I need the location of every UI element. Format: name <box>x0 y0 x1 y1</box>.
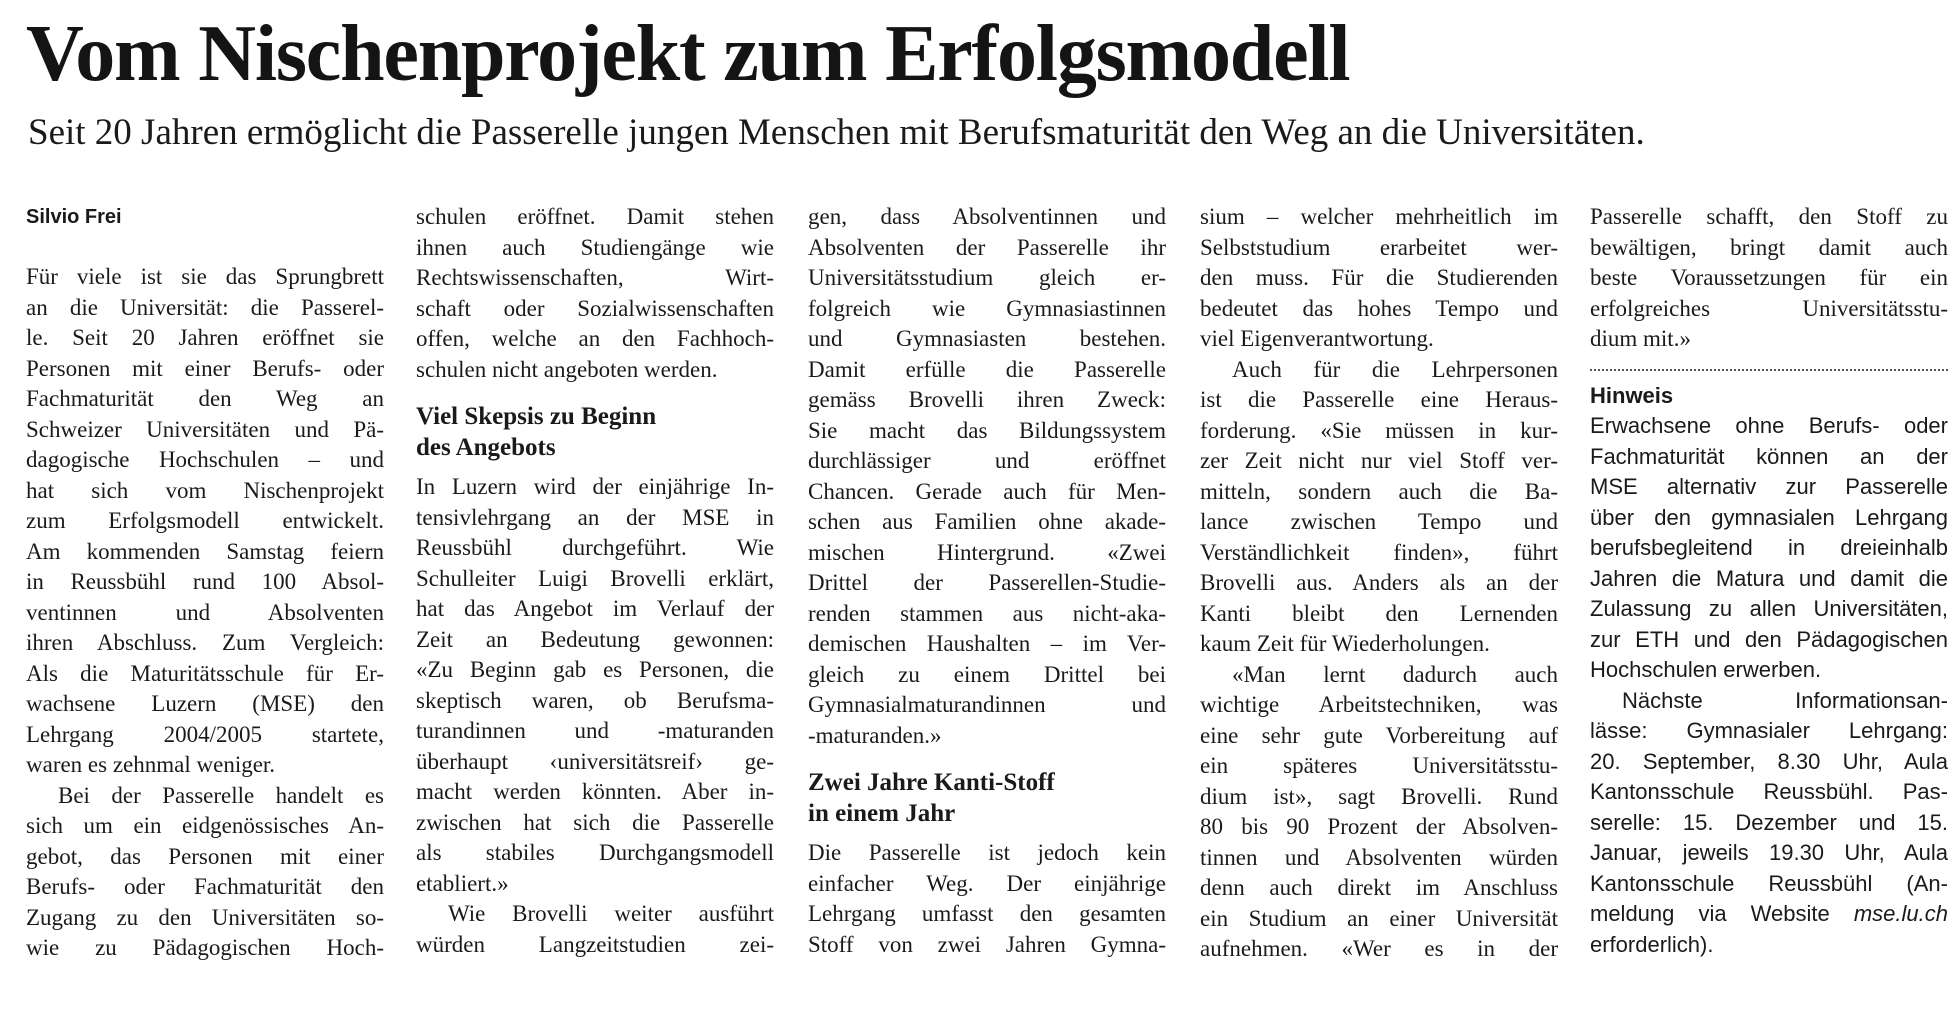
text-line: mischen Hintergrund. «Zwei <box>808 539 1166 565</box>
text-line: ihren Abschluss. Zum Vergleich: <box>26 630 384 655</box>
text-line: Gymnasialmaturandinnen und <box>808 692 1166 717</box>
text-line: zum Erfolgsmodell entwickelt. <box>26 508 384 533</box>
text-line: gemäss Brovelli ihren Zweck: <box>808 387 1166 412</box>
text-line: Lehrgang umfasst den gesamten <box>808 901 1166 926</box>
text-line: Lehrgang 2004/2005 startete, <box>26 721 384 747</box>
hinweis-heading: Hinweis <box>1590 382 1674 408</box>
text-line: MSE alternativ zur Passerelle <box>1590 474 1948 499</box>
text-line: folgreich wie Gymnasiastinnen <box>808 295 1166 321</box>
text-line: bewältigen, bringt damit auch <box>1590 234 1948 260</box>
text-line: ihnen auch Studiengänge wie <box>416 234 774 260</box>
text-line: Bei der Passerelle handelt es <box>58 782 384 808</box>
text-line: gen, dass Absolventinnen und <box>808 204 1166 229</box>
text-line: etabliert.» <box>416 870 509 896</box>
text-line: In Luzern wird der einjährige In- <box>416 474 774 499</box>
subheadline: Seit 20 Jahren ermöglicht die Passerelle jungen Menschen mit Berufsmaturität den Weg an die Universitäten. <box>28 112 1645 153</box>
text-line: Kanti bleibt den Lernenden <box>1200 600 1558 626</box>
author-byline: Silvio Frei <box>26 206 122 228</box>
paragraph-2 <box>26 781 384 964</box>
text-line: wachsene Luzern (MSE) den <box>26 691 384 716</box>
text-line: Zugang zu den Universitäten so- <box>26 904 384 930</box>
text-line: zwischen hat sich die Passerelle <box>416 809 774 835</box>
article-column-3 <box>808 202 1166 960</box>
subheading-line: des Angebots <box>416 434 556 461</box>
text-line: Fachmaturität den Weg an <box>26 386 384 411</box>
hinweis-box <box>1590 381 1948 961</box>
paragraph-8 <box>1200 202 1558 355</box>
text-line: Januar, jeweils 19.30 Uhr, Aula <box>1590 840 1948 865</box>
text-line: Personen mit einer Berufs- oder <box>26 355 384 381</box>
text-line: Wie Brovelli weiter ausführt <box>448 901 774 926</box>
text-line: Selbststudium erarbeitet wer- <box>1200 234 1558 260</box>
text-line: Die Passerelle ist jedoch kein <box>808 840 1166 865</box>
text-line: als stabiles Durchgangsmodell <box>416 840 774 865</box>
paragraph-6 <box>808 202 1166 751</box>
text-line: eine sehr gute Vorbereitung auf <box>1200 722 1558 748</box>
text-line: ist die Passerelle eine Heraus- <box>1200 387 1558 412</box>
text-line: berufsbegleitend in dreieinhalb <box>1590 535 1948 560</box>
text-line: forderung. «Sie müssen in kur- <box>1200 417 1558 443</box>
text-line: schaft oder Sozialwissenschaften <box>416 295 774 321</box>
paragraph-7 <box>808 838 1166 960</box>
text-line: über den gymnasialen Lehrgang <box>1590 504 1948 530</box>
text-line: zur ETH und den Pädagogischen <box>1590 626 1948 652</box>
text-line: Reussbühl durchgeführt. Wie <box>416 535 774 560</box>
text-line: dium mit.» <box>1590 326 1691 351</box>
text-line: Drittel der Passerellen-Studie- <box>808 570 1166 595</box>
text-line: Brovelli aus. Anders als an der <box>1200 570 1558 595</box>
text-line: le. Seit 20 Jahren eröffnet sie <box>26 325 384 350</box>
text-line: Für viele ist sie das Sprungbrett <box>26 264 384 289</box>
text-line: an die Universität: die Passerel- <box>26 294 384 320</box>
text-line: Universitätsstudium gleich er- <box>808 265 1166 290</box>
text-line: «Zu Beginn gab es Personen, die <box>416 657 774 682</box>
text-line: sich um ein eidgenössisches An- <box>26 813 384 838</box>
text-line: 20. September, 8.30 Uhr, Aula <box>1590 748 1948 774</box>
text-line: Schweizer Universitäten und Pä- <box>26 416 384 442</box>
text-line: Schulleiter Luigi Brovelli erklärt, <box>416 565 774 591</box>
text-line: denn auch direkt im Anschluss <box>1200 875 1558 900</box>
text-line: würden Langzeitstudien zei- <box>416 931 774 957</box>
section-subheading-2 <box>808 767 1166 829</box>
text-line: Sie macht das Bildungssystem <box>808 417 1166 443</box>
text-line: zer Zeit nicht nur viel Stoff ver- <box>1200 448 1558 473</box>
text-line: wichtige Arbeitstechniken, was <box>1200 692 1558 717</box>
text-line: -maturanden.» <box>808 722 942 748</box>
text-line: gleich zu einem Drittel bei <box>808 661 1166 687</box>
text-line: erfolgreiches Universitätsstu- <box>1590 295 1948 321</box>
website-link[interactable]: mse.lu.ch <box>1853 901 1948 926</box>
text-line: schulen eröffnet. Damit stehen <box>416 204 774 229</box>
text-line: überhaupt ‹universitätsreif› ge- <box>416 748 774 774</box>
text-line: 80 bis 90 Prozent der Absolven- <box>1200 814 1558 839</box>
text-line: Passerelle schafft, den Stoff zu <box>1590 204 1948 229</box>
text-line: in Reussbühl rund 100 Absol- <box>26 569 384 594</box>
text-line: Fachmaturität können an der <box>1590 443 1948 469</box>
paragraph-4 <box>416 472 774 899</box>
text-line: schen aus Familien ohne akade- <box>808 509 1166 534</box>
text-line: mitteln, sondern auch die Ba- <box>1200 478 1558 504</box>
text-line: ein späteres Universitätsstu- <box>1200 753 1558 778</box>
paragraph-9 <box>1200 355 1558 660</box>
text-line: Jahren die Matura und damit die <box>1590 565 1948 591</box>
text-line: sium – welcher mehrheitlich im <box>1200 204 1558 229</box>
text-line: Zeit an Bedeutung gewonnen: <box>416 626 774 652</box>
text-line: ein Studium an einer Universität <box>1200 905 1558 931</box>
article-column-1 <box>26 202 384 964</box>
subheading-line: Viel Skepsis zu Beginn <box>416 403 657 430</box>
text-line: wie zu Pädagogischen Hoch- <box>26 935 384 960</box>
text-line: turandinnen und -maturanden <box>416 718 774 743</box>
text-line: erforderlich). <box>1590 931 1714 957</box>
text-line: tensivlehrgang an der MSE in <box>416 504 774 530</box>
paragraph-10 <box>1200 660 1558 965</box>
text-line: Absolventen der Passerelle ihr <box>808 234 1166 260</box>
text-line: serelle: 15. Dezember und 15. <box>1590 809 1948 835</box>
section-subheading-1 <box>416 401 774 463</box>
text-line: Als die Maturitätsschule für Er- <box>26 660 384 686</box>
paragraph-3 <box>416 202 774 385</box>
text-line: Zulassung zu allen Universitäten, <box>1590 596 1948 621</box>
text-line: Auch für die Lehrpersonen <box>1232 356 1558 382</box>
text-line: und Gymnasiasten bestehen. <box>808 326 1166 351</box>
paragraph-5 <box>416 899 774 960</box>
text-line: kaum Zeit für Wiederholungen. <box>1200 631 1490 656</box>
text-line: Nächste Informationsan- <box>1622 687 1948 713</box>
headline: Vom Nischenprojekt zum Erfolgsmodell <box>26 10 1350 98</box>
text-line: Erwachsene ohne Berufs- oder <box>1590 413 1948 438</box>
text-line: durchlässiger und eröffnet <box>808 448 1166 473</box>
text-line: Damit erfülle die Passerelle <box>808 356 1166 382</box>
text-line: schulen nicht angeboten werden. <box>416 356 718 382</box>
text-line: waren es zehnmal weniger. <box>26 752 276 777</box>
text-line: Verständlichkeit finden», führt <box>1200 539 1558 565</box>
text-line: beste Voraussetzungen für ein <box>1590 265 1948 290</box>
paragraph-11 <box>1590 202 1948 355</box>
text-line: dagogische Hochschulen – und <box>26 447 384 472</box>
text-line: renden stammen aus nicht-aka- <box>808 600 1166 626</box>
text-line: Rechtswissenschaften, Wirt- <box>416 265 774 290</box>
text-line: Hochschulen erwerben. <box>1590 657 1822 682</box>
text-line: lässe: Gymnasialer Lehrgang: <box>1590 718 1948 743</box>
text-line: Chancen. Gerade auch für Men- <box>808 478 1166 504</box>
text-line: hat das Angebot im Verlauf der <box>416 596 774 621</box>
text-line: einfacher Weg. Der einjährige <box>808 870 1166 896</box>
text-line: bedeutet das hohes Tempo und <box>1200 295 1558 321</box>
text-line: «Man lernt dadurch auch <box>1232 661 1558 687</box>
text-fragment: meldung via Website <box>1590 901 1854 926</box>
text-line: offen, welche an den Fachhoch- <box>416 326 774 351</box>
text-line: aufnehmen. «Wer es in der <box>1200 936 1558 961</box>
text-line: Am kommenden Samstag feiern <box>26 538 384 564</box>
text-line: ventinnen und Absolventen <box>26 599 384 625</box>
dotted-divider <box>1590 369 1948 371</box>
text-line: Berufs- oder Fachmaturität den <box>26 874 384 899</box>
text-line <box>1590 899 1948 930</box>
text-line: gebot, das Personen mit einer <box>26 843 384 869</box>
text-line: macht werden könnten. Aber in- <box>416 779 774 804</box>
text-line: lance zwischen Tempo und <box>1200 509 1558 534</box>
text-line: den muss. Für die Studierenden <box>1200 265 1558 290</box>
paragraph-1 <box>26 262 384 781</box>
article-column-4 <box>1200 202 1558 965</box>
article-column-2 <box>416 202 774 960</box>
subheading-line: in einem Jahr <box>808 800 956 827</box>
text-line: Kantonsschule Reussbühl (An- <box>1590 870 1948 896</box>
subheading-line: Zwei Jahre Kanti-Stoff <box>808 769 1055 796</box>
text-line: demischen Haushalten – im Ver- <box>808 631 1166 656</box>
text-line: Kantonsschule Reussbühl. Pas- <box>1590 779 1948 804</box>
text-line: viel Eigenverantwortung. <box>1200 326 1434 351</box>
text-line: Stoff von zwei Jahren Gymna- <box>808 931 1166 957</box>
text-line: skeptisch waren, ob Berufsma- <box>416 687 774 713</box>
article-column-5 <box>1590 202 1948 960</box>
text-line: hat sich vom Nischenprojekt <box>26 477 384 503</box>
text-line: tinnen und Absolventen würden <box>1200 844 1558 870</box>
text-line: dium ist», sagt Brovelli. Rund <box>1200 783 1558 809</box>
